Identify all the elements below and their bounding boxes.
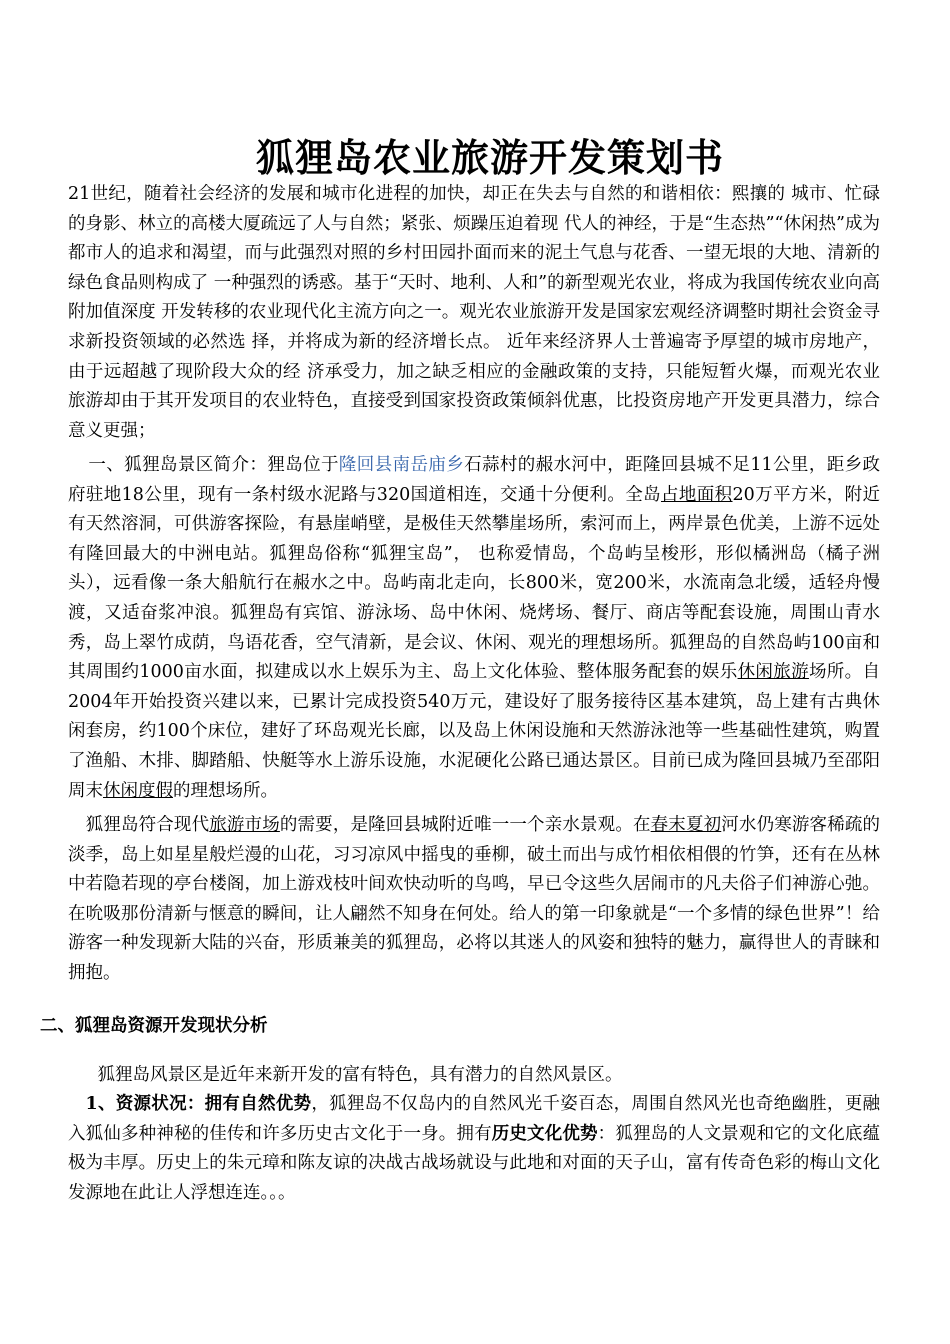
section-1-paragraph: [68, 451, 880, 806]
bold-term: 1、资源状况：拥有自然优势: [85, 1094, 312, 1114]
section-1-text: 一、狐狸岛景区简介：狸岛位于: [88, 455, 339, 475]
section-1-text: 场所。自2004年开始投资兴建以来，已累计完成投资540万元，建设好了服务接待区基本建筑，岛上建有古典休闲套房，约100个床位，建好了环岛观光长廊，以及岛上休闲设施和天然游泳池等一些基础性建筑，购置了渔船、木排、脚踏船、快艇等水上游乐设施，水泥硬化公路已通达景区。目前已成为隆回县城乃至邵阳周末: [68, 662, 880, 801]
underlined-term: 旅游市场: [209, 815, 280, 835]
paragraph-3-text: 的需要，是隆回县城附近唯一一个亲水景观。在: [279, 815, 651, 835]
paragraph-4: [68, 1061, 880, 1091]
underlined-term: 休闲度假: [103, 780, 173, 801]
paragraph-3: [68, 811, 880, 989]
paragraph-4-text: 狐狸岛风景区是近年来新开发的富有特色，具有潜力的自然风景区。: [97, 1065, 623, 1085]
underlined-term: 休闲旅游: [737, 662, 809, 683]
location-link[interactable]: 隆回县南岳庙乡: [338, 455, 465, 475]
underlined-term: 春末夏初: [650, 815, 722, 835]
paragraph-5: [68, 1090, 880, 1208]
paragraph-3-text: 狐狸岛符合现代: [85, 815, 210, 835]
intro-paragraph: 21世纪，随着社会经济的发展和城市化进程的加快，却正在失去与自然的和谐相依：熙攘的 城市、忙碌的身影、林立的高楼大厦疏远了人与自然；紧张、烦躁压迫着现 代人的神经，于是“生态热”“休闲热”成为都市人的追求和渴望，而与此强烈对照的乡村田园扑面而来的泥土气息与花香、一望无垠的大地、清新的绿色食品则构成了 一种强烈的诱惑。基于“天时、地利、人和”的新型观光农业，将成为我国传统农业向高附加值深度 开发转移的农业现代化主流方向之一。观光农业旅游开发是国家宏观经济调整时期社会资金寻求新投资领域的必然选 择，并将成为新的经济增长点。 近年来经济界人士普遍寄予厚望的城市房地产，由于远超越了现阶段大众的经 济承受力，加之缺乏相应的金融政策的支持，只能短暂火爆，而观光农业 旅游却由于其开发项目的农业特色，直接受到国家投资政策倾斜优惠，比投资房地产开发更具潜力，综合意义更强；: [68, 184, 880, 441]
section-1-text: 石蒜村的赧水河中，距隆回县城不足11公里，距乡政府驻地18公里，现有一条村级水泥路与320国道相连，交通十分便利。全岛: [68, 455, 881, 505]
underlined-term: 占地面积: [660, 484, 733, 505]
section-2-heading: 二、狐狸岛资源开发现状分析: [40, 1016, 268, 1036]
paragraph-5-text: ，狐狸岛不仅岛内的自然风光千姿百态，周围自然风光也奇绝幽胜，更融入狐仙多种神秘的佳传和许多历史古文化于一身。拥有: [68, 1094, 881, 1144]
paragraph-5-text: ：狐狸岛的人文景观和它的文化底蕴极为丰厚。历史上的朱元璋和陈友谅的决战古战场就设与此地和对面的天子山，富有传奇色彩的梅山文化发源地在此让人浮想连连。。。: [68, 1123, 881, 1203]
paragraph-3-text: 河水仍寒游客稀疏的淡季，岛上如星星般烂漫的山花，习习凉风中摇曳的垂柳，破土而出与成竹相依相偎的竹笋，还有在丛林中若隐若现的亭台楼阁，加上游戏枝叶间欢快动听的鸟鸣，早已令这些久居闹市的凡夫俗子们神游心弛。在吮吸那份清新与惬意的瞬间，让人翩然不知身在何处。给人的第一印象就是“一个多情的绿色世界”！给游客一种发现新大陆的兴奋，形质兼美的狐狸岛，必将以其迷人的风姿和独特的魅力，赢得世人的青睐和拥抱。: [68, 815, 881, 983]
section-1-text: 的理想场所。: [173, 780, 278, 801]
document-title: 狐狸岛农业旅游开发策划书: [255, 135, 724, 180]
bold-term: 历史文化优势: [491, 1123, 598, 1144]
section-1-text: 20万平方米，附近有天然溶洞，可供游客探险，有悬崖峭壁，是极佳天然攀崖场所，索河而上，两岸景色优美，上游不远处有隆回最大的中洲电站。狐狸岛俗称“狐狸宝岛”， 也称爱情岛，个岛屿呈梭形，形似橘洲岛（橘子洲头），远看像一条大船航行在赧水之中。岛屿南北走向，长800米，宽200米，水流南急北缓，适轻舟慢渡，又适奋浆冲浪。狐狸岛有宾馆、游泳场、岛中休闲、烧烤场、餐厅、商店等配套设施，周围山青水秀，岛上翠竹成荫，鸟语花香，空气清新，是会议、休闲、观光的理想场所。狐狸岛的自然岛屿100亩和其周围约1000亩水面，拟建成以水上娱乐为主、岛上文化体验、整体服务配套的娱乐: [68, 484, 880, 683]
